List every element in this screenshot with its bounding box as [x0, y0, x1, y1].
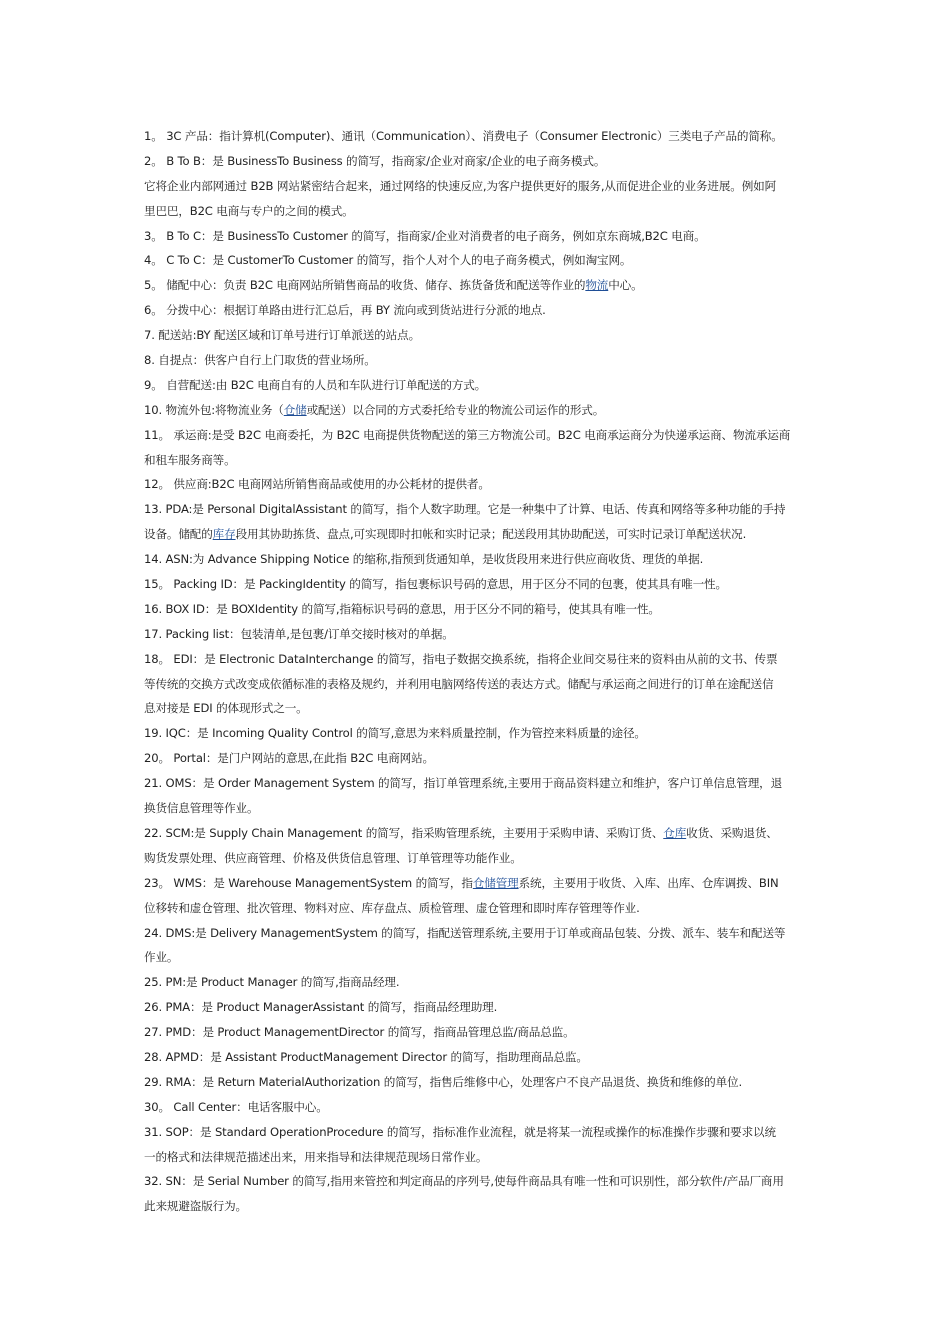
text-span: 换货信息管理等作业。: [144, 801, 259, 816]
text-line: [144, 572, 812, 597]
text-line: [144, 1145, 812, 1170]
inline-link[interactable]: 仓库: [663, 825, 687, 840]
text-line: [144, 746, 812, 771]
text-span: 4。 C To C：是 CustomerTo Customer 的简写，指个人对个人的电子商务模式，例如淘宝网。: [144, 253, 632, 268]
text-span: 14. ASN:为 Advance Shipping Notice 的缩称,指预到货通知单，是收货段用来进行供应商收货、理货的单据.: [144, 552, 704, 567]
text-span: 或配送）以合同的方式委托给专业的物流公司运作的形式。: [306, 402, 605, 417]
text-line: [144, 1194, 812, 1219]
text-span: 27. PMD：是 Product ManagementDirector 的简写，指商品管理总监/商品总监。: [144, 1025, 575, 1040]
text-span: 8. 自提点：供客户自行上门取货的营业场所。: [144, 353, 376, 368]
text-line: [144, 871, 812, 896]
text-line: [144, 398, 812, 423]
text-span: 系统，主要用于收货、入库、出库、仓库调拨、BIN: [518, 875, 779, 890]
text-line: [144, 647, 812, 672]
text-line: [144, 696, 812, 721]
inline-link[interactable]: 仓储: [283, 402, 307, 417]
text-span: 10. 物流外包:将物流业务（: [144, 402, 284, 417]
text-line: [144, 771, 812, 796]
text-span: 28. APMD：是 Assistant ProductManagement Director 的简写，指助理商品总监。: [144, 1049, 588, 1064]
text-span: 29. RMA：是 Return MaterialAuthorization 的简写，指售后维修中心，处理客户不良产品退货、换货和维修的单位.: [144, 1074, 743, 1089]
text-line: [144, 1095, 812, 1120]
text-line: [144, 1070, 812, 1095]
inline-link[interactable]: 物流: [585, 278, 609, 293]
text-span: 26. PMA：是 Product ManagerAssistant 的简写，指商品经理助理.: [144, 1000, 498, 1015]
text-line: [144, 124, 812, 149]
text-span: 等传统的交换方式改变成依循标准的表格及规约，并利用电脑网络传送的表达方式。储配与承运商之间进行的订单在途配送信: [144, 676, 774, 691]
text-span: 32. SN：是 Serial Number 的简写,指用来管控和判定商品的序列号,使每件商品具有唯一性和可识别性，部分软件/产品厂商用: [144, 1174, 784, 1189]
text-line: [144, 323, 812, 348]
text-span: 收货、采购退货、: [686, 825, 778, 840]
text-line: [144, 721, 812, 746]
text-line: [144, 1120, 812, 1145]
text-span: 3。 B To C：是 BusinessTo Customer 的简写，指商家/企业对消费者的电子商务，例如京东商城,B2C 电商。: [144, 228, 706, 243]
text-line: [144, 547, 812, 572]
text-span: 7. 配送站:BY 配送区域和订单号进行订单派送的站点。: [144, 328, 421, 343]
text-line: [144, 149, 812, 174]
text-span: 18。 EDI：是 Electronic DataInterchange 的简写，指电子数据交换系统，指将企业间交易往来的资料由从前的文书、传票: [144, 651, 778, 666]
text-span: 里巴巴，B2C 电商与专户的之间的模式。: [144, 203, 354, 218]
text-line: [144, 224, 812, 249]
text-span: 一的格式和法律规范描述出来，用来指导和法律规范现场日常作业。: [144, 1149, 488, 1164]
text-line: [144, 497, 812, 522]
text-span: 11。 承运商:是受 B2C 电商委托，为 B2C 电商提供货物配送的第三方物流公司。B2C 电商承运商分为快递承运商、物流承运商: [144, 427, 791, 442]
text-line: [144, 448, 812, 473]
text-line: [144, 298, 812, 323]
text-span: 17. Packing list：包装清单,是包裹/订单交接时核对的单据。: [144, 626, 454, 641]
text-span: 5。 储配中心：负责 B2C 电商网站所销售商品的收货、储存、拣货备货和配送等作业的: [144, 278, 586, 293]
text-span: 31. SOP：是 Standard OperationProcedure 的简写，指标准作业流程，就是将某一流程或操作的标准操作步骤和要求以统: [144, 1124, 776, 1139]
text-span: 此来规避盗版行为。: [144, 1199, 247, 1214]
text-span: 9。 自营配送:由 B2C 电商自有的人员和车队进行订单配送的方式。: [144, 377, 487, 392]
text-line: [144, 1045, 812, 1070]
text-line: [144, 522, 812, 547]
text-line: [144, 373, 812, 398]
text-line: [144, 597, 812, 622]
text-span: 中心。: [608, 278, 643, 293]
text-line: [144, 472, 812, 497]
text-line: [144, 174, 812, 199]
text-span: 22. SCM:是 Supply Chain Management 的简写，指采购管理系统，主要用于采购申请、采购订货、: [144, 825, 664, 840]
text-span: 和租车服务商等。: [144, 452, 236, 467]
text-span: 位移转和虚仓管理、批次管理、物料对应、库存盘点、质检管理、虚仓管理和即时库存管理等作业.: [144, 900, 640, 915]
text-span: 段用其协助拣货、盘点,可实现即时扣帐和实时记录；配送段用其协助配送，可实时记录订单配送状况.: [235, 527, 747, 542]
text-line: [144, 846, 812, 871]
text-line: [144, 248, 812, 273]
text-line: [144, 622, 812, 647]
text-span: 6。 分拨中心：根据订单路由进行汇总后，再 BY 流向或到货站进行分派的地点.: [144, 303, 546, 318]
text-span: 15。 Packing ID：是 PackingIdentity 的简写，指包裹标识号码的意思，用于区分不同的包裹，使其具有唯一性。: [144, 577, 727, 592]
text-line: [144, 423, 812, 448]
text-span: 作业。: [144, 950, 179, 965]
text-line: [144, 348, 812, 373]
text-line: [144, 995, 812, 1020]
text-line: [144, 896, 812, 921]
text-line: [144, 970, 812, 995]
inline-link[interactable]: 仓储管理: [472, 875, 519, 890]
text-span: 购货发票处理、供应商管理、价格及供货信息管理、订单管理等功能作业。: [144, 850, 522, 865]
text-span: 23。 WMS：是 Warehouse ManagementSystem 的简写，指: [144, 875, 473, 890]
text-line: [144, 921, 812, 946]
inline-link[interactable]: 库存: [212, 527, 236, 542]
text-line: [144, 945, 812, 970]
text-span: 25. PM:是 Product Manager 的简写,指商品经理.: [144, 975, 400, 990]
text-line: [144, 1169, 812, 1194]
text-span: 21. OMS：是 Order Management System 的简写，指订单管理系统,主要用于商品资料建立和维护，客户订单信息管理，退: [144, 776, 783, 791]
text-span: 12。 供应商:B2C 电商网站所销售商品或使用的办公耗材的提供者。: [144, 477, 490, 492]
text-line: [144, 273, 812, 298]
text-span: 20。 Portal：是门户网站的意思,在此指 B2C 电商网站。: [144, 751, 434, 766]
text-line: [144, 821, 812, 846]
text-line: [144, 1020, 812, 1045]
text-span: 24. DMS:是 Delivery ManagementSystem 的简写，指配送管理系统,主要用于订单或商品包装、分拨、派车、装车和配送等: [144, 925, 786, 940]
text-span: 30。 Call Center：电话客服中心。: [144, 1099, 328, 1114]
text-span: 设备。储配的: [144, 527, 213, 542]
document-body: [144, 124, 812, 1219]
text-span: 19. IQC：是 Incoming Quality Control 的简写,意思为来料质量控制，作为管控来料质量的途径。: [144, 726, 646, 741]
text-line: [144, 672, 812, 697]
text-span: 16. BOX ID：是 BOXIdentity 的简写,指箱标识号码的意思，用于区分不同的箱号，使其具有唯一性。: [144, 601, 660, 616]
text-span: 息对接是 EDI 的体现形式之一。: [144, 701, 308, 716]
text-span: 13. PDA:是 Personal DigitalAssistant 的简写，指个人数字助理。它是一种集中了计算、电话、传真和网络等多种功能的手持: [144, 502, 786, 517]
text-line: [144, 796, 812, 821]
text-span: 2。 B To B：是 BusinessTo Business 的简写，指商家/企业对商家/企业的电子商务模式。: [144, 153, 606, 168]
text-span: 1。 3C 产品：指计算机(Computer)、通讯（Communication）、消费电子（Consumer Electronic）三类电子产品的简称。: [144, 129, 783, 143]
text-line: [144, 199, 812, 224]
text-span: 它将企业内部网通过 B2B 网站紧密结合起来，通过网络的快速反应,为客户提供更好的服务,从而促进企业的业务进展。例如阿: [144, 178, 777, 193]
